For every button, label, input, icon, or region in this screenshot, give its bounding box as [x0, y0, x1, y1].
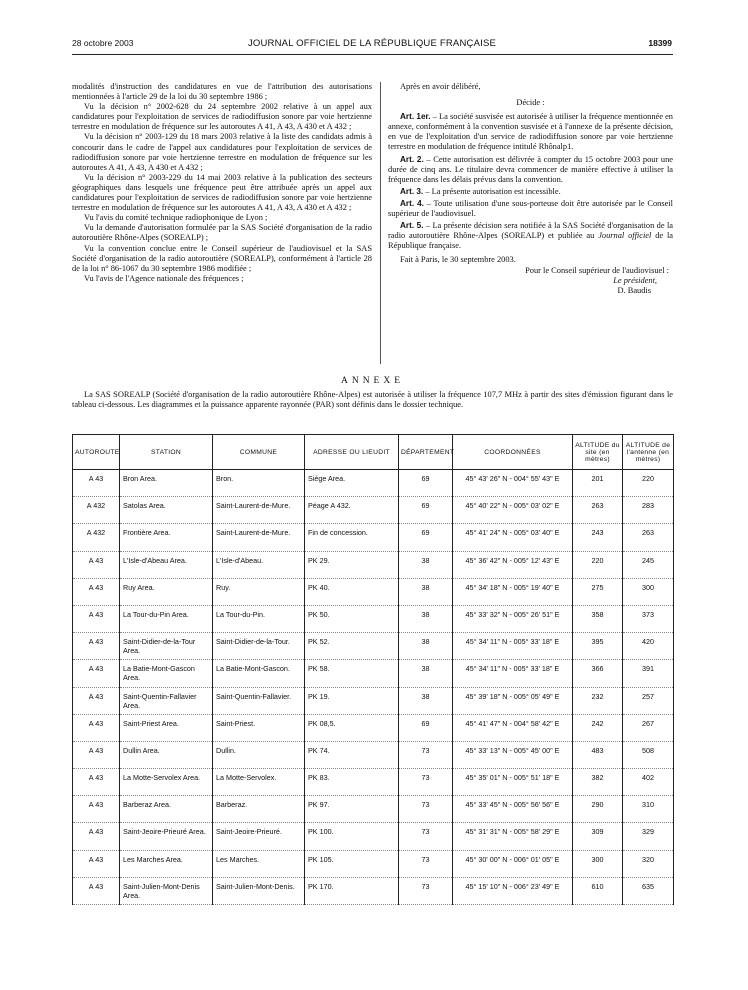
table-cell: PK 29.: [305, 551, 399, 578]
signature-block: [388, 266, 673, 296]
table-row: [73, 769, 674, 796]
table-cell: Saint-Quentin-Fallavier.: [213, 687, 305, 714]
table-row: [73, 551, 674, 578]
table-cell: 45° 31' 31" N - 005° 58' 29" E: [453, 823, 573, 850]
table-cell: A 43: [73, 877, 120, 904]
table-cell: Ruy.: [213, 578, 305, 605]
table-cell: 69: [399, 497, 453, 524]
table-cell: L'Isle-d'Abeau Area.: [120, 551, 213, 578]
table-cell: 45° 30' 00" N - 006° 01' 05" E: [453, 850, 573, 877]
table-cell: 45° 34' 18" N - 005° 19' 40" E: [453, 578, 573, 605]
table-cell: PK 58.: [305, 660, 399, 687]
table-cell: 201: [573, 470, 623, 497]
table-cell: 45° 33' 13" N - 005° 45' 00" E: [453, 741, 573, 768]
table-cell: Dullin Area.: [120, 741, 213, 768]
header-journal-title: JOURNAL OFFICIEL DE LA RÉPUBLIQUE FRANÇAISE: [247, 38, 497, 49]
table-cell: Satolas Area.: [120, 497, 213, 524]
table-row: [73, 877, 674, 904]
table-cell: PK 97.: [305, 796, 399, 823]
table-cell: A 43: [73, 796, 120, 823]
table-cell: La Batie-Mont-Gascon Area.: [120, 660, 213, 687]
table-row: [73, 741, 674, 768]
table-cell: Frontière Area.: [120, 524, 213, 551]
table-cell: 508: [623, 741, 674, 768]
table-cell: 45° 35' 01" N - 005° 51' 18" E: [453, 769, 573, 796]
table-header-cell: ADRESSE OU LIEUDIT: [305, 435, 399, 470]
table-cell: PK 40.: [305, 578, 399, 605]
table-cell: La Tour-du-Pin.: [213, 605, 305, 632]
table-cell: 263: [623, 524, 674, 551]
table-cell: 45° 40' 22" N - 005° 03' 02" E: [453, 497, 573, 524]
table-cell: 382: [573, 769, 623, 796]
article-label: Art. 5.: [400, 221, 424, 231]
table-cell: 391: [623, 660, 674, 687]
article-label: Art. 1er.: [400, 112, 431, 122]
table-cell: 73: [399, 877, 453, 904]
left-paragraph: Vu la décision n° 2002-628 du 24 septembre 2002 relative à un appel aux candidatures pour l'exploitation de services de radiodiffusion sonore par voie hertzienne terrestre en modulation de fréquence sur les autoroutes A 41, A 43, A 430 et A 432 ;: [72, 102, 372, 132]
article-text: – Cette autorisation est délivrée à compter du 15 octobre 2003 pour une durée de cinq ans. Le titulaire devra commencer de manière effective à utiliser la fréquence dans les délais prévus dans la convention.: [388, 154, 673, 184]
articles-list: [388, 112, 673, 251]
table-header-cell: STATION: [120, 435, 213, 470]
right-column: [388, 82, 673, 296]
table-row: [73, 497, 674, 524]
table-cell: 45° 33' 32" N - 005° 26' 51" E: [453, 605, 573, 632]
table-cell: 38: [399, 633, 453, 660]
table-cell: Fin de concession.: [305, 524, 399, 551]
table-cell: 73: [399, 850, 453, 877]
table-cell: Ruy Area.: [120, 578, 213, 605]
table-cell: A 43: [73, 470, 120, 497]
table-cell: 45° 41' 24" N - 005° 03' 40" E: [453, 524, 573, 551]
article-text: – La présente autorisation est incessible.: [423, 186, 561, 196]
table-cell: 483: [573, 741, 623, 768]
table-cell: A 432: [73, 497, 120, 524]
table-cell: La Motte-Servolex.: [213, 769, 305, 796]
table-row: [73, 578, 674, 605]
left-paragraph: Vu la décision n° 2003-229 du 14 mai 2003 relative à la publication des secteurs géographiques dans lesquels une fréquence peut être attribuée après un appel aux candidatures pour l'exploitation de services de radiodiffusion sonore par voie hertzienne terrestre en modulation de fréquence sur les autoroutes A 41, A 43, A 430 et A 432 ;: [72, 172, 372, 213]
table-cell: Saint-Priest.: [213, 714, 305, 741]
left-paragraph: Vu l'avis de l'Agence nationale des fréquences ;: [84, 273, 244, 283]
table-cell: A 43: [73, 687, 120, 714]
article-text: – La société susvisée est autorisée à utiliser la fréquence mentionnée en annexe, conformément à la convention susvisée et à l'annexe de la présente décision, en vue de l'exploitation d'un service de radiodiffusion sonore par voie hertzienne terrestre en modulation de fréquence intitulé Rhônalp1.: [388, 112, 673, 152]
signature-role: Le président,: [613, 275, 657, 285]
table-cell: 45° 34' 11" N - 005° 33' 18" E: [453, 633, 573, 660]
table-cell: 329: [623, 823, 674, 850]
table-row: [73, 823, 674, 850]
table-cell: Saint-Priest Area.: [120, 714, 213, 741]
table-cell: Saint-Didier-de-la-Tour Area.: [120, 633, 213, 660]
table-cell: 220: [573, 551, 623, 578]
table-cell: 73: [399, 769, 453, 796]
table-cell: 395: [573, 633, 623, 660]
table-cell: Saint-Julien-Mont-Denis Area.: [120, 877, 213, 904]
table-cell: 69: [399, 714, 453, 741]
table-cell: 243: [573, 524, 623, 551]
fait-a-paris: Fait à Paris, le 30 septembre 2003.: [400, 255, 516, 265]
table-cell: A 43: [73, 769, 120, 796]
table-cell: 320: [623, 850, 674, 877]
table-cell: 73: [399, 741, 453, 768]
table-cell: PK 52.: [305, 633, 399, 660]
table-cell: 242: [573, 714, 623, 741]
table-cell: PK 83.: [305, 769, 399, 796]
table-cell: 366: [573, 660, 623, 687]
table-cell: A 43: [73, 633, 120, 660]
table-cell: 38: [399, 578, 453, 605]
annexe-text: La SAS SOREALP (Société d'organisation de la radio autoroutière Rhône-Alpes) est autorisée à utiliser la fréquence 107,7 MHz à partir des sites d'émission figurant dans le tableau ci-dessous. Les diagrammes et la puissance apparente rayonnée (PAR) sont définis dans le dossier technique.: [72, 390, 673, 410]
article-paragraph: [388, 187, 673, 197]
table-cell: PK 100.: [305, 823, 399, 850]
left-paragraph: Vu l'avis du comité technique radiophonique de Lyon ;: [84, 213, 268, 223]
table-cell: PK 74.: [305, 741, 399, 768]
table-row: [73, 687, 674, 714]
table-cell: 45° 15' 10" N - 006° 23' 49" E: [453, 877, 573, 904]
table-cell: 402: [623, 769, 674, 796]
table-row: [73, 850, 674, 877]
table-cell: 309: [573, 823, 623, 850]
column-divider: [380, 82, 381, 364]
table-cell: 310: [623, 796, 674, 823]
table-header-cell: ALTITUDE du site (en mètres): [573, 435, 623, 470]
table-cell: Saint-Laurent-de-Mure.: [213, 497, 305, 524]
article-text: – La présente décision sera notifiée à la SAS Société d'organisation de la radio autoroutière Rhône-Alpes (SOREALP) et publiée au: [388, 221, 673, 241]
left-paragraph: Vu la demande d'autorisation formulée par la SAS Société d'organisation de la radio autoroutière Rhône-Alpes (SOREALP) ;: [72, 223, 372, 243]
table-cell: Dullin.: [213, 741, 305, 768]
table-cell: PK 170.: [305, 877, 399, 904]
deliberation-intro: Après en avoir délibéré,: [400, 82, 481, 91]
table-cell: 267: [623, 714, 674, 741]
table-cell: 69: [399, 470, 453, 497]
table-cell: Bron.: [213, 470, 305, 497]
table-cell: 610: [573, 877, 623, 904]
table-cell: Bron Area.: [120, 470, 213, 497]
table-cell: 257: [623, 687, 674, 714]
header-rule: [72, 54, 673, 55]
table-header-cell: DÉPARTEMENT: [399, 435, 453, 470]
table-cell: PK 08,5.: [305, 714, 399, 741]
table-cell: 300: [573, 850, 623, 877]
table-cell: A 432: [73, 524, 120, 551]
annexe-title: ANNEXE: [340, 376, 405, 386]
table-cell: 245: [623, 551, 674, 578]
stations-table: [72, 434, 674, 905]
left-paragraph: modalités d'instruction des candidatures en vue de l'attribution des autorisations mentionnées à l'article 29 de la loi du 30 septembre 1986 ;: [72, 82, 372, 102]
article-paragraph: [388, 155, 673, 185]
table-cell: 38: [399, 605, 453, 632]
table-row: [73, 633, 674, 660]
table-cell: 73: [399, 823, 453, 850]
article-text: de la République française.: [388, 231, 673, 251]
table-cell: 373: [623, 605, 674, 632]
left-paragraph: Vu la convention conclue entre le Conseil supérieur de l'audiovisuel et la SAS Société d'organisation de la radio autoroutière (SOREALP), conformément à l'article 28 de la loi n° 86-1067 du 30 septembre 1986 modifiée ;: [72, 243, 372, 273]
table-cell: Siège Area.: [305, 470, 399, 497]
table-cell: A 43: [73, 551, 120, 578]
article-label: Art. 4.: [400, 198, 424, 208]
table-header-cell: COMMUNE: [213, 435, 305, 470]
table-cell: 38: [399, 687, 453, 714]
table-cell: Barberaz Area.: [120, 796, 213, 823]
table-cell: 358: [573, 605, 623, 632]
table-cell: A 43: [73, 714, 120, 741]
table-row: [73, 796, 674, 823]
table-cell: 45° 43' 26" N - 004° 55' 43" E: [453, 470, 573, 497]
table-cell: A 43: [73, 605, 120, 632]
table-cell: PK 19.: [305, 687, 399, 714]
table-cell: La Tour-du-Pin Area.: [120, 605, 213, 632]
table-cell: Saint-Laurent-de-Mure.: [213, 524, 305, 551]
table-row: [73, 524, 674, 551]
table-header-row: [73, 435, 674, 470]
table-cell: Saint-Jeoire-Prieuré.: [213, 823, 305, 850]
article-paragraph: [388, 221, 673, 251]
signature-line: Pour le Conseil supérieur de l'audiovisuel :: [525, 265, 669, 275]
table-cell: 69: [399, 524, 453, 551]
table-cell: Saint-Jeoire-Prieuré Area.: [120, 823, 213, 850]
article-text: – Toute utilisation d'une sous-porteuse doit être autorisée par le Conseil supérieur de l'audiovisuel.: [388, 198, 673, 219]
table-cell: A 43: [73, 850, 120, 877]
table-cell: La Motte-Servolex Area.: [120, 769, 213, 796]
table-cell: 290: [573, 796, 623, 823]
table-cell: Barberaz.: [213, 796, 305, 823]
table-header-cell: AUTOROUTE: [73, 435, 120, 470]
table-cell: Saint-Julien-Mont-Denis.: [213, 877, 305, 904]
table-cell: Les Marches Area.: [120, 850, 213, 877]
header-page-number: 18399: [648, 38, 672, 48]
table-cell: La Batie-Mont-Gascon.: [213, 660, 305, 687]
table-cell: 38: [399, 551, 453, 578]
left-column: [72, 82, 372, 284]
header-date: 28 octobre 2003: [72, 38, 134, 48]
table-cell: A 43: [73, 823, 120, 850]
table-cell: Péage A 432.: [305, 497, 399, 524]
table-cell: A 43: [73, 660, 120, 687]
table-cell: 220: [623, 470, 674, 497]
article-paragraph: [388, 199, 673, 219]
page-header: [72, 38, 672, 52]
table-header-cell: COORDONNÉES: [453, 435, 573, 470]
article-text-italic: Journal officiel: [598, 231, 652, 241]
table-cell: Saint-Didier-de-la-Tour.: [213, 633, 305, 660]
table-cell: 275: [573, 578, 623, 605]
article-paragraph: [388, 112, 673, 152]
table-cell: PK 105.: [305, 850, 399, 877]
table-cell: 45° 39' 18" N - 005° 05' 49" E: [453, 687, 573, 714]
article-label: Art. 2.: [400, 154, 424, 164]
table-cell: 45° 34' 11" N - 005° 33' 18" E: [453, 660, 573, 687]
table-cell: 300: [623, 578, 674, 605]
table-cell: 73: [399, 796, 453, 823]
table-cell: 232: [573, 687, 623, 714]
table-cell: 38: [399, 660, 453, 687]
table-row: [73, 660, 674, 687]
table-row: [73, 470, 674, 497]
signature-name: D. Baudis: [617, 285, 651, 295]
table-row: [73, 605, 674, 632]
table-cell: A 43: [73, 578, 120, 605]
table-cell: Saint-Quentin-Fallavier Area.: [120, 687, 213, 714]
table-cell: 263: [573, 497, 623, 524]
table-cell: L'Isle-d'Abeau.: [213, 551, 305, 578]
table-cell: A 43: [73, 741, 120, 768]
table-row: [73, 714, 674, 741]
decide-heading: Décide :: [516, 98, 545, 108]
table-cell: 45° 36' 42" N - 005° 12' 43" E: [453, 551, 573, 578]
table-cell: Les Marches.: [213, 850, 305, 877]
article-label: Art. 3.: [400, 186, 424, 196]
table-header-cell: ALTITUDE de l'antenne (en mètres): [623, 435, 674, 470]
table-cell: 45° 33' 45" N - 005° 56' 56" E: [453, 796, 573, 823]
table-cell: 283: [623, 497, 674, 524]
table-cell: 420: [623, 633, 674, 660]
table-cell: 635: [623, 877, 674, 904]
table-cell: PK 50.: [305, 605, 399, 632]
table-body: [73, 470, 674, 905]
left-paragraph: Vu la décision n° 2003-129 du 18 mars 2003 relative à la liste des candidats admis à concourir dans le cadre de l'appel aux candidatures pour l'exploitation de services de radiodiffusion sonore par voie hertzienne terrestre en modulation de fréquence sur les autoroutes A 41, A 43, A 430 et A 432 ;: [72, 132, 372, 172]
table-cell: 45° 41' 47" N - 004° 58' 42" E: [453, 714, 573, 741]
